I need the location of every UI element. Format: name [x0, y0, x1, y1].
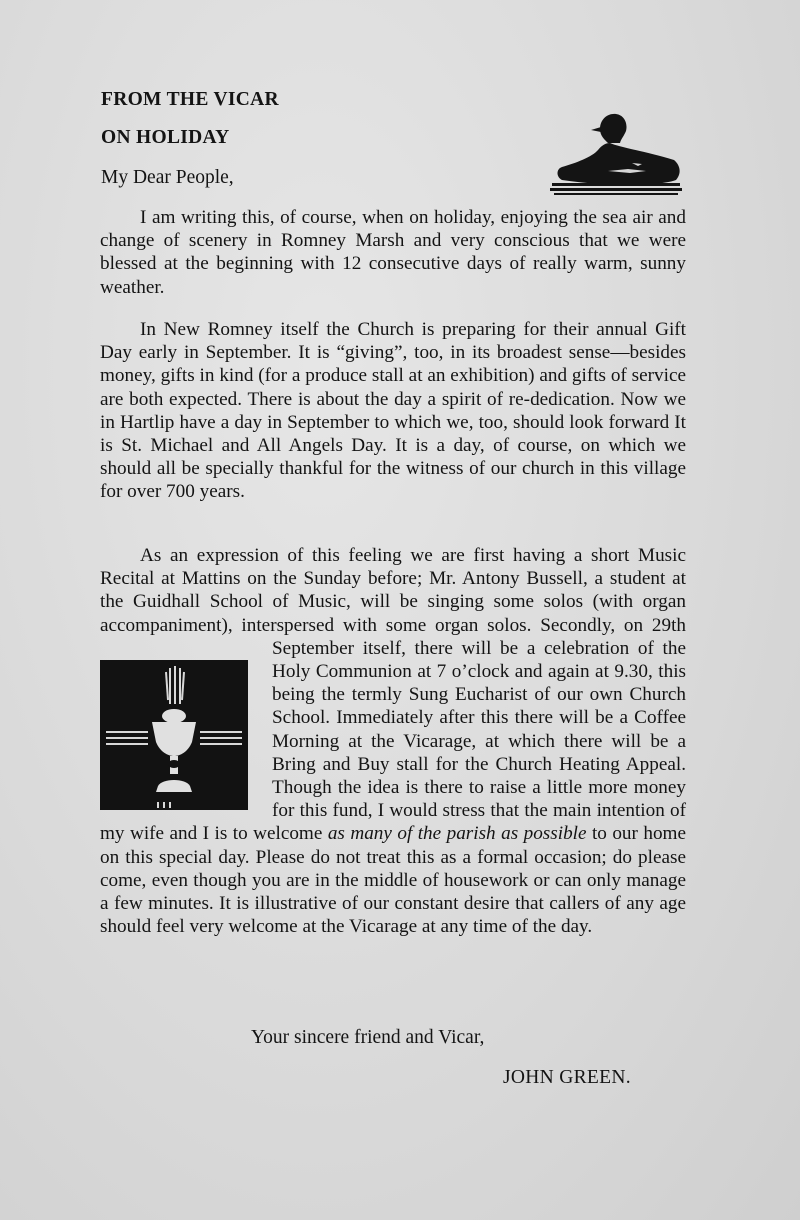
paragraph-3-start: As an expression of this feeling we are first having a short Music Recital at Mattins on the Sunday before; Mr. Antony Bussell, a student at the Guidhall School of Music, will be singing some solos (with organ accompaniment), interspersed with some organ solos. Secondly, on 29th September itself, there will be a celebration of the Holy Communion at 7 o’clock and again at 9.30, this being the termly Sung Eucharist of our own Church School. Immediately after this there will be a Coffee Morning at the Vicarage, at which there will be a Bring and Buy stall for the Church Heating Appeal. Though the idea is there to raise a little more money for this fund, I would stress that the main intention of my wife and I is to welcome — [100, 545, 686, 845]
paragraph-3 — [100, 544, 686, 938]
chalice-woodcut-icon — [100, 660, 248, 810]
paragraph-3-emphasis: as many of the parish as possible — [327, 823, 587, 845]
paragraph-1: I am writing this, of course, when on holiday, enjoying the sea air and change of scenery in Romney Marsh and very conscious that we were blessed at the beginning with 12 consecutive days of really warm, sunny weather. — [100, 207, 686, 298]
salutation: My Dear People, — [101, 167, 234, 188]
signoff: Your sincere friend and Vicar, — [251, 1027, 485, 1048]
letter-heading: FROM THE VICAR — [101, 89, 279, 110]
signature: JOHN GREEN. — [503, 1067, 631, 1088]
letter-subheading: ON HOLIDAY — [101, 127, 230, 148]
paragraph-2: In New Romney itself the Church is preparing for their annual Gift Day early in September. It is “giving”, too, in its broadest sense—besides money, gifts in kind (for a produce stall at an exhibition) and gifts of service are both expected. There is about the day a spirit of re-dedication. Now we in Hartlip have a day in September to which we, too, should look forward It is St. Michael and All Angels Day. It is a day, of course, on which we should all be specially thankful for the witness of our church in this village for over 700 years. — [100, 319, 686, 503]
paragraph-3-end: to our home on this special day. Please do not treat this as a formal occasion; do please come, even though you are in the middle of housework or can only manage a few minutes. It is illustrative of our constant desire that callers of any age should feel very welcome at the Vicarage at any time of the day. — [100, 823, 686, 938]
duck-woodcut-icon — [548, 113, 684, 195]
